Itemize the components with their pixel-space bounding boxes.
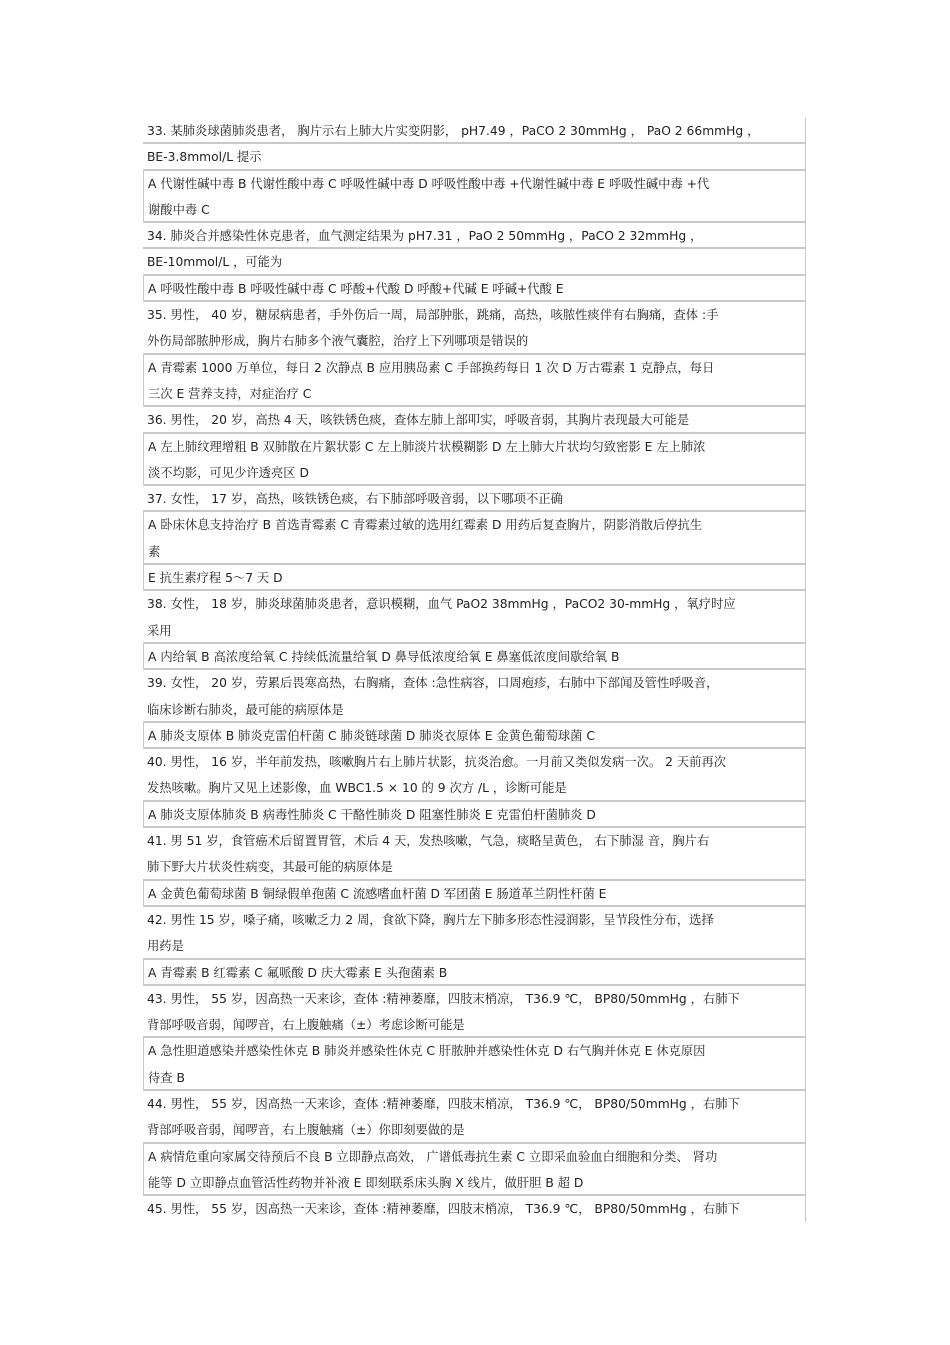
document-body	[143, 118, 806, 1222]
text-line: 肺下野大片状炎性病变，其最可能的病原体是	[143, 854, 806, 880]
text-line: 42. 男性 15 岁，嗓子痛，咳嗽乏力 2 周，食欲下降，胸片左下肺多形态性浸润影，呈节段性分布，选择	[143, 907, 806, 933]
text-line: 38. 女性， 18 岁，肺炎球菌肺炎患者，意识模糊，血气 PaO2 38mmHg ，PaCO2 30-mmHg ，氧疗时应	[143, 591, 806, 617]
text-line: 能等 D 立即静点血管活性药物并补液 E 即刻联系床头胸 X 线片，做肝胆 B 超 D	[143, 1170, 806, 1196]
text-line: 临床诊断右肺炎，最可能的病原体是	[143, 697, 806, 723]
text-line: 待查 B	[143, 1065, 806, 1091]
text-line: 发热咳嗽。胸片又见上述影像，血 WBC1.5 × 10 的 9 次方 /L ，诊断可能是	[143, 775, 806, 801]
text-line: 素	[143, 539, 806, 565]
text-line: 43. 男性， 55 岁，因高热一天来诊，查体 :精神萎靡，四肢末梢凉， T36.9 ℃， BP80/50mmHg ，右肺下	[143, 986, 806, 1012]
text-line: A 左上肺纹理增粗 B 双肺散在片絮状影 C 左上肺淡片状模糊影 D 左上肺大片状均匀致密影 E 左上肺浓	[143, 434, 806, 460]
text-line: A 金黄色葡萄球菌 B 铜绿假单孢菌 C 流感嗜血杆菌 D 军团菌 E 肠道革兰阴性杆菌 E	[143, 881, 806, 907]
text-line: 45. 男性， 55 岁，因高热一天来诊，查体 :精神萎靡，四肢末梢凉， T36.9 ℃， BP80/50mmHg ，右肺下	[143, 1196, 806, 1222]
text-line: 35. 男性， 40 岁，糖尿病患者，手外伤后一周，局部肿胀，跳痛，高热，咳脓性痰伴有右胸痛，查体 :手	[143, 302, 806, 328]
text-line: 41. 男 51 岁，食管癌术后留置胃管，术后 4 天，发热咳嗽，气急，痰略呈黄色， 右下肺湿 音，胸片右	[143, 828, 806, 854]
text-line: A 青霉素 1000 万单位，每日 2 次静点 B 应用胰岛素 C 手部换药每日 1 次 D 万古霉素 1 克静点，每日	[143, 355, 806, 381]
text-line: 40. 男性， 16 岁，半年前发热，咳嗽胸片右上肺片状影，抗炎治愈。一月前又类似发病一次。 2 天前再次	[143, 749, 806, 775]
text-line: A 肺炎支原体肺炎 B 病毒性肺炎 C 干酪性肺炎 D 阻塞性肺炎 E 克雷伯杆菌肺炎 D	[143, 802, 806, 828]
text-line: BE-3.8mmol/L 提示	[143, 144, 806, 170]
text-line: A 肺炎支原体 B 肺炎克雷伯杆菌 C 肺炎链球菌 D 肺炎衣原体 E 金黄色葡萄球菌 C	[143, 723, 806, 749]
text-line: 外伤局部脓肿形成，胸片右肺多个液气囊腔，治疗上下列哪项是错误的	[143, 328, 806, 354]
text-line: 39. 女性， 20 岁，劳累后畏寒高热，右胸痛，查体 :急性病容，口周疱疹，右肺中下部闻及管性呼吸音，	[143, 670, 806, 696]
text-line: 背部呼吸音弱，闻啰音，右上腹触痛（±）考虑诊断可能是	[143, 1012, 806, 1038]
text-line: A 呼吸性酸中毒 B 呼吸性碱中毒 C 呼酸+代酸 D 呼酸+代碱 E 呼碱+代酸 E	[143, 276, 806, 302]
text-line: 用药是	[143, 933, 806, 959]
text-line: 36. 男性， 20 岁，高热 4 天，咳铁锈色痰，查体左肺上部叩实，呼吸音弱，其胸片表现最大可能是	[143, 407, 806, 433]
text-line: A 急性胆道感染并感染性休克 B 肺炎并感染性休克 C 肝脓肿并感染性休克 D 右气胸并休克 E 休克原因	[143, 1038, 806, 1064]
text-line: 谢酸中毒 C	[143, 197, 806, 223]
text-line: 采用	[143, 618, 806, 644]
text-line: A 病情危重向家属交待预后不良 B 立即静点高效， 广谱低毒抗生素 C 立即采血验血白细胞和分类、 肾功	[143, 1144, 806, 1170]
text-line: 44. 男性， 55 岁，因高热一天来诊，查体 :精神萎靡，四肢末梢凉， T36.9 ℃， BP80/50mmHg ，右肺下	[143, 1091, 806, 1117]
text-line: E 抗生素疗程 5～7 天 D	[143, 565, 806, 591]
text-line: 三次 E 营养支持，对症治疗 C	[143, 381, 806, 407]
text-line: 37. 女性， 17 岁，高热，咳铁锈色痰，右下肺部呼吸音弱，以下哪项不正确	[143, 486, 806, 512]
text-line: 33. 某肺炎球菌肺炎患者， 胸片示右上肺大片实变阴影， pH7.49 ，PaCO 2 30mmHg ， PaO 2 66mmHg ，	[143, 118, 806, 144]
text-line: 背部呼吸音弱，闻啰音，右上腹触痛（±）你即刻要做的是	[143, 1117, 806, 1143]
text-line: A 青霉素 B 红霉素 C 氟哌酸 D 庆大霉素 E 头孢菌素 B	[143, 960, 806, 986]
text-line: BE-10mmol/L ，可能为	[143, 249, 806, 275]
text-line: A 内给氧 B 高浓度给氧 C 持续低流量给氧 D 鼻导低浓度给氧 E 鼻塞低浓度间歇给氧 B	[143, 644, 806, 670]
text-line: 34. 肺炎合并感染性休克患者，血气测定结果为 pH7.31 ，PaO 2 50mmHg ，PaCO 2 32mmHg ，	[143, 223, 806, 249]
text-line: A 卧床休息支持治疗 B 首选青霉素 C 青霉素过敏的选用红霉素 D 用药后复查胸片，阴影消散后停抗生	[143, 512, 806, 538]
text-line: 淡不均影，可见少许透亮区 D	[143, 460, 806, 486]
text-line: A 代谢性碱中毒 B 代谢性酸中毒 C 呼吸性碱中毒 D 呼吸性酸中毒 +代谢性碱中毒 E 呼吸性碱中毒 +代	[143, 171, 806, 197]
